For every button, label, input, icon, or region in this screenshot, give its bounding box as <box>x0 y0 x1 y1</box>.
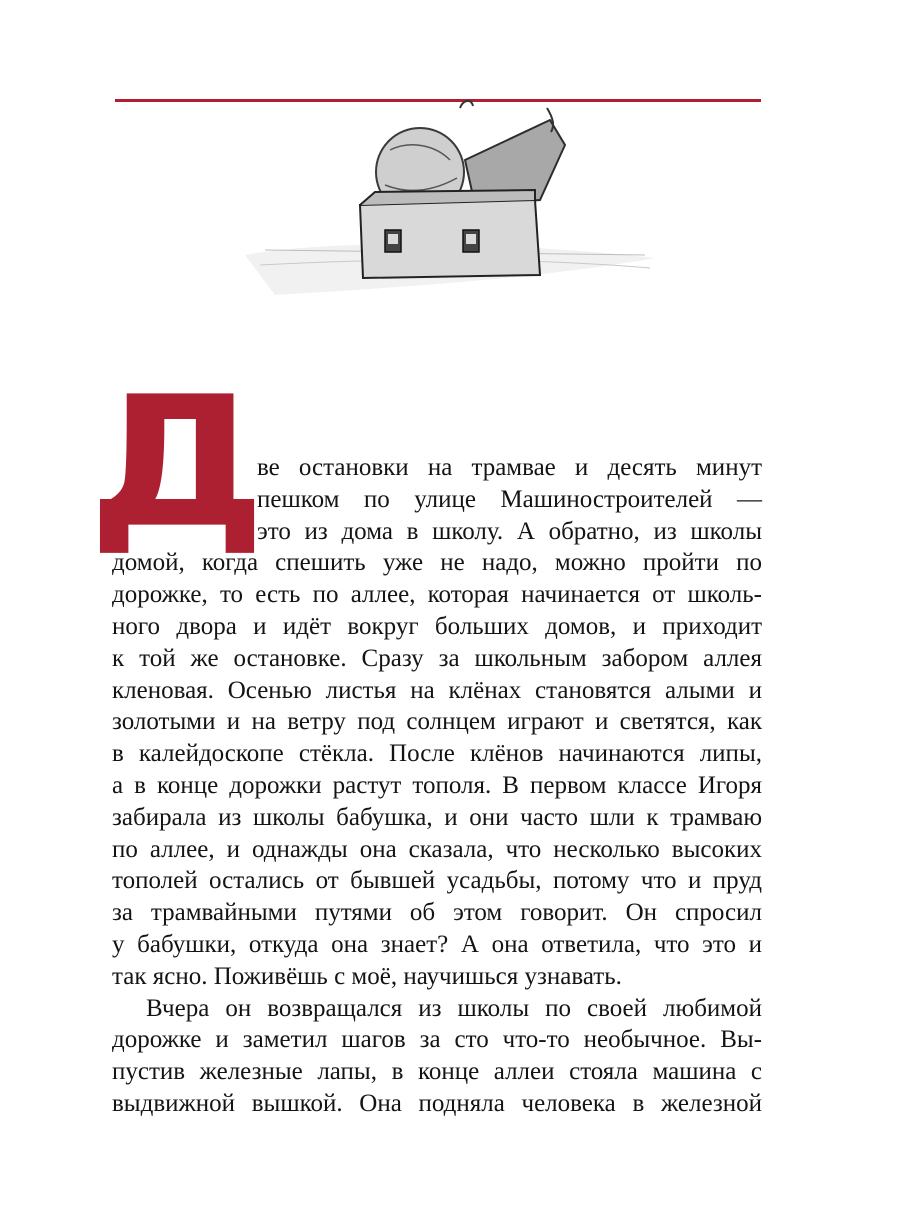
text-line: так ясно. Поживёшь с моё, научишься узнавать. <box>112 962 622 990</box>
text-line: по аллее, и однажды она сказала, что несколько высоких <box>112 835 762 863</box>
text-line: пустив железные лапы, в конце аллеи стояла машина с <box>112 1058 762 1086</box>
text-line: а в конце дорожки растут тополя. В первом классе Игоря <box>112 771 762 799</box>
text-line: дорожке, то есть по аллее, которая начинается от школь- <box>112 581 762 609</box>
text-line: домой, когда спешить уже не надо, можно пройти по <box>112 549 762 577</box>
text-line: к той же остановке. Сразу за школьным забором аллея <box>112 644 762 672</box>
text-line: у бабушки, откуда она знает? А она ответила, что это и <box>112 930 762 958</box>
body-text <box>112 452 762 1120</box>
text-line: тополей остались от бывшей усадьбы, потому что и пруд <box>112 867 762 895</box>
text-line: золотыми и на ветру под солнцем играют и светятся, как <box>112 708 762 736</box>
schoolbag-illustration <box>235 90 665 325</box>
text-line: кленовая. Осенью листья на клёнах становятся алыми и <box>112 676 762 704</box>
pencil-sketch-open-schoolbag-with-ball-icon <box>245 101 655 295</box>
text-line: за трамвайными путями об этом говорит. Он спросил <box>112 899 762 927</box>
text-line: ного двора и идёт вокруг больших домов, и приходит <box>112 612 762 640</box>
text-line: в калейдоскопе стёкла. После клёнов начинаются липы, <box>112 740 762 768</box>
text-line: это из дома в школу. А обратно, из школы <box>257 517 762 545</box>
text-line: пешком по улице Машиностроителей — <box>257 485 762 513</box>
text-line: Вчера он возвращался из школы по своей любимой <box>146 994 762 1022</box>
text-line: забирала из школы бабушка, и они часто шли к трамваю <box>112 803 762 831</box>
text-line: ве остановки на трамвае и десять минут <box>257 454 762 481</box>
text-line: выдвижной вышкой. Она подняла человека в железной <box>112 1089 762 1117</box>
text-line: дорожке и заметил шагов за сто что-то необычное. Вы- <box>112 1026 762 1054</box>
svg-text:Д: Д <box>87 357 267 568</box>
